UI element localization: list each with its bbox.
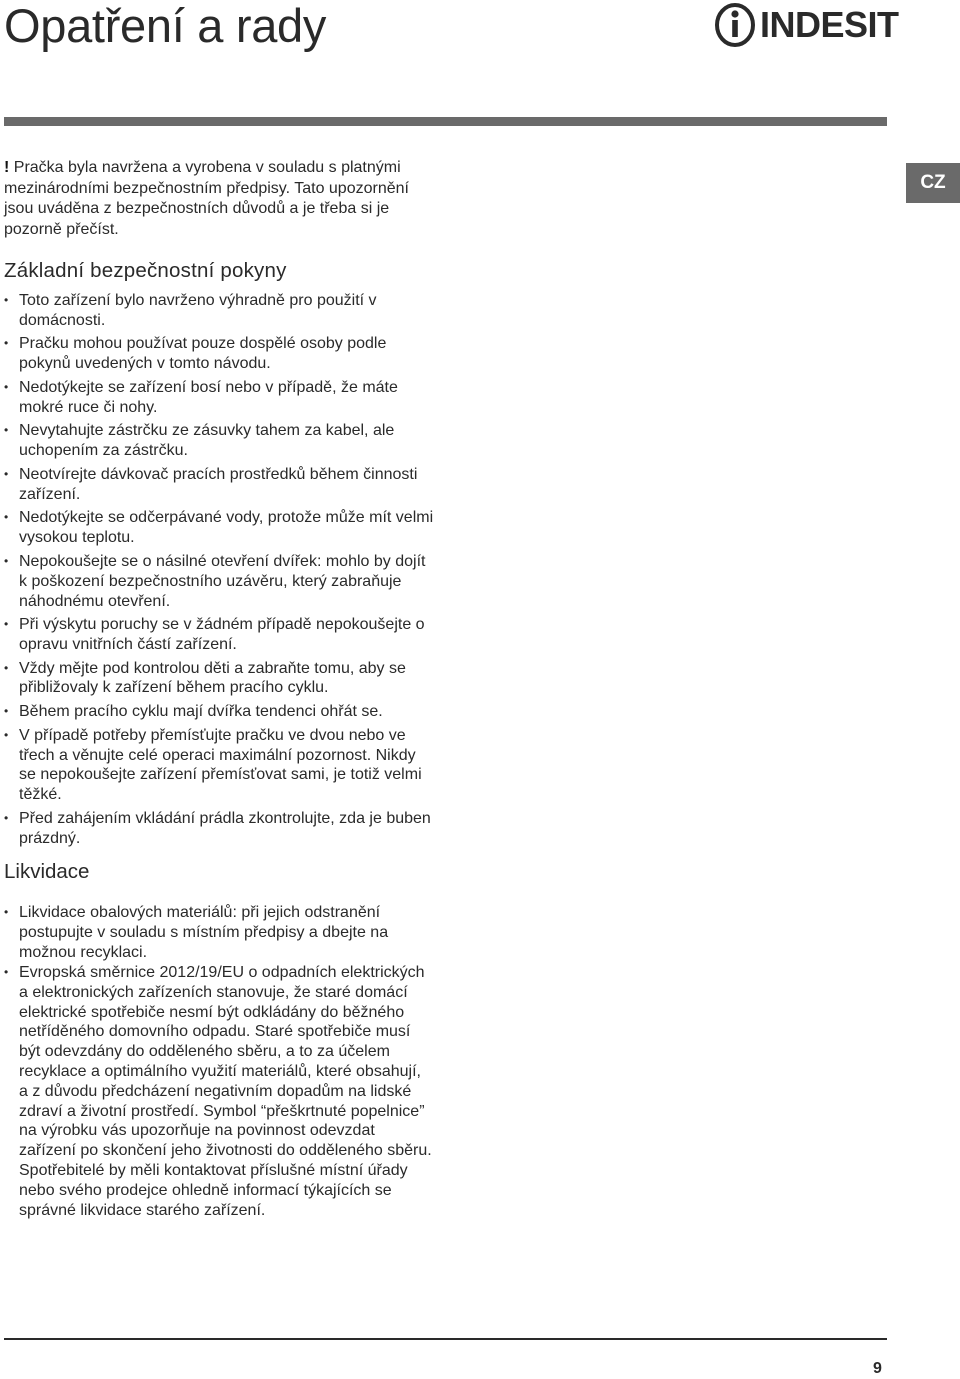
disposal-heading: Likvidace	[4, 860, 90, 883]
list-item: • Nedotýkejte se zařízení bosí nebo v případě, že máte mokré ruce či nohy.	[4, 378, 434, 418]
indesit-i-emblem-icon	[714, 2, 756, 48]
safety-list	[4, 291, 434, 852]
list-item: • Pračku mohou používat pouze dospělé osoby podle pokynů uvedených v tomto návodu.	[4, 334, 434, 374]
list-item: • Nevytahujte zástrčku ze zásuvky tahem za kabel, ale uchopením za zástrčku.	[4, 421, 434, 461]
list-item: • Likvidace obalových materiálů: při jejich odstranění postupujte v souladu s místním předpisy a dbejte na možnou recyklaci.	[4, 903, 434, 962]
list-item: • Během pracího cyklu mají dvířka tendenci ohřát se.	[4, 702, 434, 722]
brand-logo	[714, 2, 899, 48]
brand-wordmark: INDESIT	[760, 4, 899, 45]
intro-text: Pračka byla navržena a vyrobena v souladu s platnými mezinárodními bezpečnostním předpisy. Tato upozornění jsou uváděna z bezpečnostních důvodů a je třeba si je pozorně přečíst.	[4, 159, 409, 238]
list-item: • Nedotýkejte se odčerpávané vody, protože může mít velmi vysokou teplotu.	[4, 508, 434, 548]
intro-warning	[4, 158, 434, 240]
list-item: • V případě potřeby přemísťujte pračku ve dvou nebo ve třech a věnujte celé operaci maximální pozornost. Nikdy se nepokoušejte zařízení přemísťovat sami, je totiž velmi těžké.	[4, 726, 434, 805]
list-item: • Před zahájením vkládání prádla zkontrolujte, zda je buben prázdný.	[4, 809, 434, 849]
disposal-list	[4, 903, 434, 1221]
list-item: • Neotvírejte dávkovač pracích prostředků během činnosti zařízení.	[4, 465, 434, 505]
list-item: • Při výskytu poruchy se v žádném případě nepokoušejte o opravu vnitřních částí zařízení.	[4, 615, 434, 655]
footer-divider	[4, 1338, 887, 1340]
language-tab: CZ	[906, 163, 960, 203]
list-item: • Nepokoušejte se o násilné otevření dvířek: mohlo by dojít k poškození bezpečnostního uzávěru, který zabraňuje náhodnému otevření.	[4, 552, 434, 611]
header-divider	[4, 117, 887, 126]
safety-heading: Základní bezpečnostní pokyny	[4, 259, 287, 282]
warning-mark: !	[4, 159, 10, 176]
page-title: Opatření a rady	[4, 0, 327, 52]
list-item: • Evropská směrnice 2012/19/EU o odpadních elektrických a elektronických zařízeních stanovuje, že staré domácí elektrické spotřebiče nesmí být odkládány do běžného netříděného domovního odpadu. Staré spotřebiče musí být odevzdány do odděleného sběru, a to za účelem recyklace a optimálního využití materiálů, které obsahují, a z důvodu předcházení negativním dopadům na lidské zdraví a životní prostředí. Symbol “přeškrtnuté popelnice” na výrobku vás upozorňuje na povinnost odevzdat zařízení po skončení jeho životnosti do odděleného sběru. Spotřebitelé by měli kontaktovat příslušné místní úřady nebo svého prodejce ohledně informací týkajících se správné likvidace starého zařízení.	[4, 963, 434, 1220]
list-item: • Vždy mějte pod kontrolou děti a zabraňte tomu, aby se přibližovaly k zařízení během pracího cyklu.	[4, 659, 434, 699]
page-number: 9	[873, 1360, 882, 1377]
list-item: • Toto zařízení bylo navrženo výhradně pro použití v domácnosti.	[4, 291, 434, 331]
